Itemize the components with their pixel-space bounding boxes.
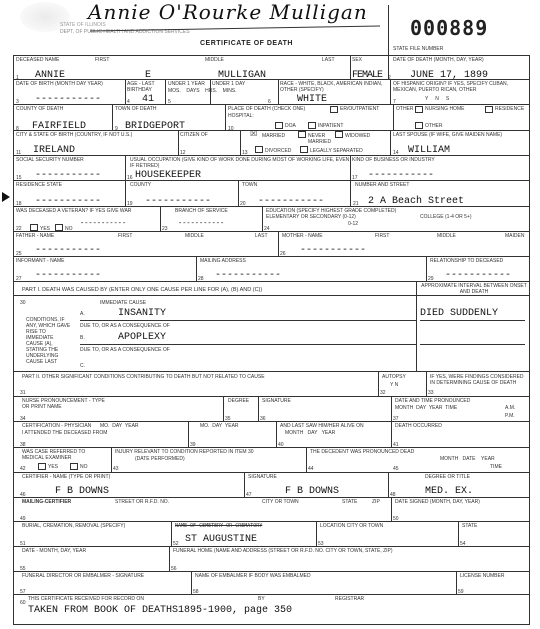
immediate-cause: INSANITY — [118, 308, 167, 319]
divorced-checkbox[interactable] — [255, 146, 263, 153]
date-of-death: JUNE 17, 1899 — [410, 70, 489, 81]
onset-interval: DIED SUDDENLY — [420, 308, 499, 319]
cemetery-name: ST AUGUSTINE — [185, 534, 258, 545]
spouse-value: WILLIAM — [408, 145, 451, 156]
ssn-value: ----------- — [35, 170, 102, 181]
cause-b: APOPLEXY — [118, 332, 167, 343]
doa-checkbox[interactable] — [275, 122, 283, 129]
county-of-death: FAIRFIELD — [32, 121, 87, 132]
dept-line-2: DEPT. OF PUBLIC HEALTH AND ADDICTION SERVICES — [60, 29, 190, 35]
occupation-value: HOUSEKEEPER — [135, 170, 202, 181]
certifier-name: F B DOWNS — [55, 486, 110, 497]
residence-street: 2 A Beach Street — [368, 196, 465, 207]
widowed-checkbox[interactable] — [335, 131, 343, 138]
state-file-label: STATE FILE NUMBER — [393, 46, 444, 52]
nursing-home-checkbox[interactable] — [415, 106, 423, 113]
informant-name: ----------- — [35, 270, 102, 281]
informant-mailing: ----------- — [215, 270, 282, 281]
certificate-title: CERTIFICATE OF DEATH — [200, 40, 293, 47]
arrow-marker — [2, 192, 10, 202]
separated-checkbox[interactable] — [300, 146, 308, 153]
branch-of-service: ----------- — [178, 220, 225, 228]
file-number-stamp: 000889 — [410, 16, 489, 40]
deceased-last-name: MULLIGAN — [218, 70, 267, 81]
residence-town: ----------- — [258, 196, 325, 207]
certifier-degree: MED. EX. — [425, 486, 474, 497]
industry-value: ----------- — [368, 170, 435, 181]
residence-county: ----------- — [145, 196, 212, 207]
birthplace-value: IRELAND — [33, 145, 76, 156]
mother-name: ----------- — [300, 245, 367, 256]
dob-value: ----------- — [35, 94, 102, 105]
footer-record-source: TAKEN FROM BOOK OF DEATHS1895-1900, page 350 — [28, 605, 293, 616]
handwritten-name: Annie O'Rourke Mulligan — [88, 0, 368, 24]
deceased-middle-name: E — [145, 70, 152, 81]
dept-line-1: STATE OF ILLINOIS — [60, 22, 106, 28]
relationship-value: ----------- — [445, 270, 512, 281]
veteran-no-checkbox[interactable] — [55, 224, 63, 231]
father-name: ----------- — [35, 245, 102, 256]
me-yes-checkbox[interactable] — [38, 463, 46, 470]
age-value: 41 — [142, 94, 155, 105]
town-of-death: BRIDGEPORT — [125, 121, 186, 132]
race-value: WHITE — [297, 94, 328, 105]
er-outpatient-checkbox[interactable] — [330, 106, 338, 113]
sex-value: FEMALE — [352, 70, 383, 81]
inpatient-checkbox[interactable] — [308, 122, 316, 129]
deceased-first-name: ANNIE — [35, 70, 66, 81]
veteran-yes-checkbox[interactable] — [30, 224, 38, 231]
me-no-checkbox[interactable] — [70, 463, 78, 470]
never-married-checkbox[interactable] — [298, 131, 306, 138]
form-border — [13, 55, 530, 625]
other-place-checkbox[interactable] — [415, 122, 423, 129]
part1-label: PART I. DEATH WAS CAUSED BY (ENTER ONLY ONE CAUSE PER LINE FOR (A), (B) AND (C)) — [22, 287, 263, 293]
certifier-signature: F B DOWNS — [285, 486, 340, 497]
residence-state: ----------- — [35, 196, 102, 207]
residence-checkbox[interactable] — [485, 106, 493, 113]
veteran-war: ----------- — [80, 220, 127, 228]
deceased-name-label: DECEASED NAME — [16, 57, 60, 63]
